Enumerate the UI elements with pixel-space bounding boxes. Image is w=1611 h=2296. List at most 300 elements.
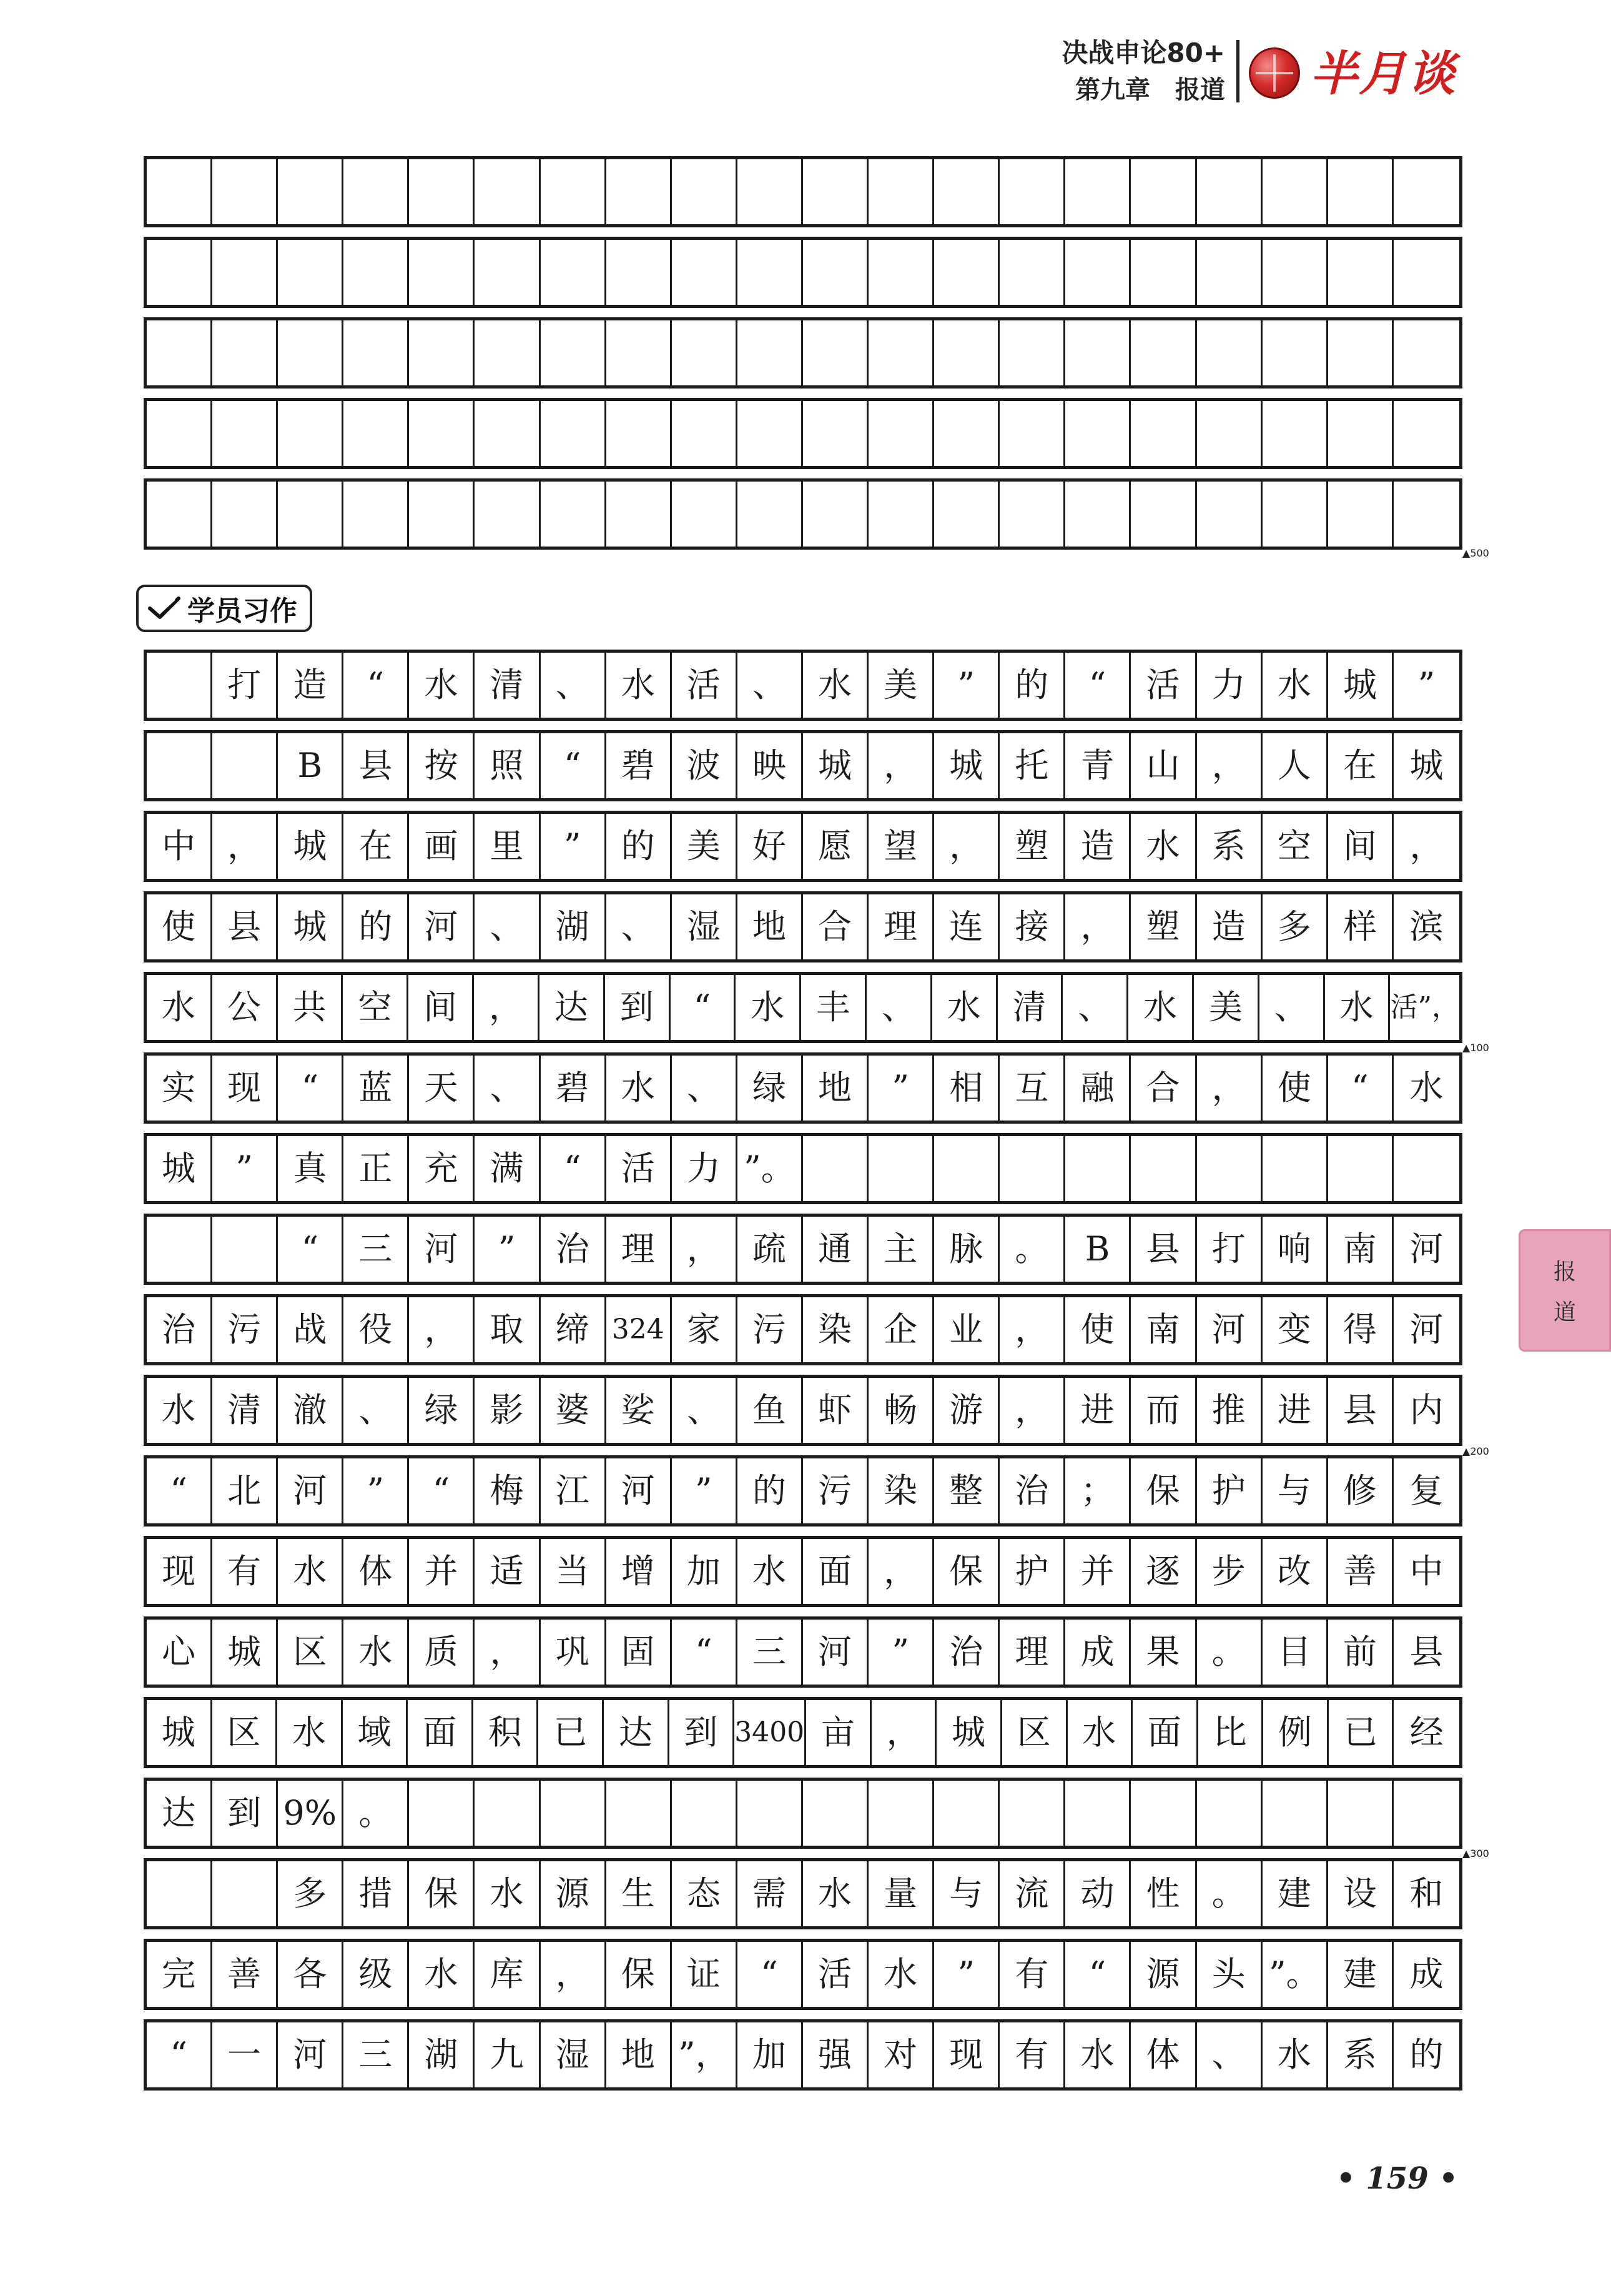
essay-cell: 体 [1131,2022,1196,2087]
essay-cell: 现 [934,2022,1000,2087]
essay-cell [409,1781,475,1846]
essay-cell: 造 [1065,814,1131,879]
essay-cell: 清 [998,975,1063,1040]
essay-cell: 河 [278,1458,343,1523]
essay-cell: “ [278,1056,343,1121]
essay-cell: 并 [1065,1539,1131,1604]
grid-cell [1394,159,1459,224]
essay-cell: 水 [475,1861,540,1926]
essay-cell: 空 [343,975,408,1040]
essay-cell: 体 [343,1539,409,1604]
essay-cell: ， [869,733,934,798]
essay-cell: 目 [1263,1620,1328,1685]
grid-cell [1000,482,1065,547]
essay-cell: 建 [1328,1942,1394,2007]
essay-cell: 进 [1065,1378,1131,1443]
essay-cell: 河 [606,1458,672,1523]
essay-cell: 影 [475,1378,540,1443]
essay-cell: ” [934,1942,1000,2007]
book-title: 决战申论80+ [1062,37,1225,68]
grid-cell [1000,401,1065,466]
essay-cell: “ [1065,1942,1131,2007]
essay-cell: 合 [1131,1056,1196,1121]
essay-cell [475,1781,540,1846]
essay-cell: 现 [212,1056,278,1121]
essay-row [144,1858,1462,1929]
grid-cell [672,401,737,466]
essay-cell: 复 [1409,1471,1444,1510]
essay-cell: 碧 [541,1056,606,1121]
essay-cell: 达 [539,975,605,1040]
essay-cell: 保 [606,1942,672,2007]
essay-cell: 水 [869,1942,934,2007]
essay-cell: ， [934,814,1000,879]
essay-cell [1197,1781,1263,1846]
essay-cell: 成 [1065,1620,1131,1685]
essay-cell: 一 [212,2022,278,2087]
essay-cell: 湖 [409,2022,475,2087]
essay-cell: 善 [1328,1539,1394,1604]
grid-row [144,478,1462,550]
grid-cell [803,320,869,385]
essay-cell: 已 [1329,1700,1394,1765]
essay-cell: 各 [278,1942,343,2007]
grid-cell [606,240,672,305]
essay-cell: 山 [1131,733,1196,798]
essay-cell: 。 [343,1781,409,1846]
essay-cell: ， [672,1217,737,1282]
essay-cell: 城 [278,814,343,879]
grid-cell [1328,320,1394,385]
essay-cell: 9% [278,1781,343,1846]
essay-cell: 使 [1263,1056,1328,1121]
essay-cell: 比 [1198,1700,1264,1765]
essay-cell: 并 [409,1539,475,1604]
essay-cell: 美 [869,653,934,718]
essay-cell: 托 [1000,733,1065,798]
grid-cell [869,401,934,466]
essay-cell: 面 [408,1700,473,1765]
word-count-marker-100: ▲100 [1462,1042,1489,1054]
essay-cell: “ [671,975,736,1040]
checkmark-icon [147,596,181,621]
essay-cell: 而 [1131,1378,1196,1443]
grid-cell [934,401,1000,466]
grid-cell [475,401,540,466]
grid-cell [1328,240,1394,305]
essay-cell: 画 [409,814,475,879]
grid-cell [1131,401,1196,466]
essay-cell: 通 [803,1217,869,1282]
grid-cell [737,240,803,305]
essay-cell: 三 [737,1620,803,1685]
essay-cell: “ [278,1217,343,1282]
essay-cell: “ [541,733,606,798]
essay-cell [1394,1136,1459,1201]
essay-cell: ” [1417,665,1436,705]
essay-cell [212,1861,278,1926]
grid-cell [803,401,869,466]
essay-cell: 好 [737,814,803,879]
essay-cell: “ [1328,1056,1394,1121]
essay-cell: 三 [343,2022,409,2087]
essay-cell: 理 [869,894,934,959]
essay-cell: 南 [1131,1297,1196,1362]
grid-cell [1197,401,1263,466]
essay-cell: 水 [803,653,869,718]
essay-cell: 步 [1197,1539,1263,1604]
essay-cell: 主 [869,1217,934,1282]
essay-cell: 造 [278,653,343,718]
essay-cell: 九 [475,2022,540,2087]
grid-cell [869,240,934,305]
essay-cell: 达 [604,1700,669,1765]
essay-cell: 力 [672,1136,737,1201]
essay-cell: 域 [343,1700,408,1765]
essay-cell: 城 [212,1620,278,1685]
essay-cell: 护 [1197,1458,1263,1523]
essay-cell: 内 [1409,1390,1444,1430]
essay-cell [934,1781,1000,1846]
essay-cell: 充 [409,1136,475,1201]
essay-cell: 清 [212,1378,278,1443]
essay-cell: 融 [1065,1056,1131,1121]
essay-cell: 丰 [801,975,867,1040]
essay-cell: 取 [475,1297,540,1362]
essay-cell: 加 [737,2022,803,2087]
essay-cell: 空 [1263,814,1328,879]
grid-cell [147,240,212,305]
essay-cell: 活 [1131,653,1196,718]
essay-cell [869,1781,934,1846]
grid-cell [934,240,1000,305]
essay-row [144,1214,1462,1285]
grid-cell [606,482,672,547]
grid-cell [541,159,606,224]
essay-row [144,1052,1462,1124]
essay-cell: “ [147,2022,212,2087]
essay-cell: 加 [672,1539,737,1604]
essay-cell: B [278,733,343,798]
essay-cell: 城 [147,1700,212,1765]
grid-cell [803,159,869,224]
essay-cell: 与 [1263,1458,1328,1523]
grid-cell [1131,240,1196,305]
essay-cell: “ [147,1458,212,1523]
grid-cell [409,240,475,305]
grid-cell [1394,401,1459,466]
essay-cell: 整 [934,1458,1000,1523]
essay-cell [803,1781,869,1846]
grid-cell [672,240,737,305]
essay-row [144,730,1462,801]
essay-cell: 城 [147,1136,212,1201]
essay-cell: 水 [736,975,801,1040]
essay-cell: 理 [606,1217,672,1282]
grid-cell [212,482,278,547]
essay-cell: 公 [212,975,278,1040]
brand-name: 半月谈 [1310,46,1456,101]
essay-cell: 成 [1409,1954,1444,1994]
essay-cell: 得 [1328,1297,1394,1362]
essay-cell: 质 [409,1620,475,1685]
essay-cell: “ [541,1136,606,1201]
grid-cell [1131,482,1196,547]
grid-cell [343,159,409,224]
essay-cell: 互 [1000,1056,1065,1121]
essay-cell: 望 [869,814,934,879]
grid-cell [409,482,475,547]
grid-cell [212,159,278,224]
essay-cell: 水 [343,1620,409,1685]
essay-cell: ， [1065,894,1131,959]
essay-cell: 、 [475,894,540,959]
essay-cell [1328,1781,1394,1846]
essay-cell: 县 [1328,1378,1394,1443]
essay-cell: 324 [606,1297,672,1362]
grid-cell [606,401,672,466]
essay-cell: 善 [212,1942,278,2007]
essay-cell: 地 [803,1056,869,1121]
essay-cell [737,1781,803,1846]
essay-cell: 水 [409,1942,475,2007]
grid-cell [409,401,475,466]
essay-row [144,2019,1462,2091]
essay-cell: 水 [409,653,475,718]
essay-cell: 波 [672,733,737,798]
brand-logo [1249,44,1480,104]
essay-cell: 适 [475,1539,540,1604]
essay-cell [803,1136,869,1201]
grid-cell [1328,401,1394,466]
grid-cell [475,240,540,305]
essay-cell: 的 [606,814,672,879]
essay-cell [1000,1136,1065,1201]
essay-cell: 面 [803,1539,869,1604]
essay-cell [934,1136,1000,1201]
essay-cell: 到 [212,1781,278,1846]
essay-row [144,1133,1462,1204]
essay-cell [1065,1781,1131,1846]
essay-cell: 水 [277,1700,343,1765]
essay-cell: 水 [803,1861,869,1926]
grid-cell [803,482,869,547]
essay-cell: 照 [475,733,540,798]
essay-cell: 碧 [606,733,672,798]
essay-cell: ， [474,975,539,1040]
essay-cell: 对 [869,2022,934,2087]
essay-cell: 、 [1259,975,1325,1040]
essay-cell: 正 [343,1136,409,1201]
essay-cell: ， [1000,1378,1065,1443]
essay-row [144,1455,1462,1527]
essay-cell: 保 [409,1861,475,1926]
essay-cell: ， [409,1297,475,1362]
grid-cell [1263,320,1328,385]
essay-cell: 系 [1328,2022,1394,2087]
grid-cell [1065,482,1131,547]
essay-cell: 河 [803,1620,869,1685]
essay-cell: 实 [147,1056,212,1121]
essay-row [144,891,1462,962]
essay-cell [212,733,278,798]
essay-cell: 现 [147,1539,212,1604]
grid-cell [1328,482,1394,547]
essay-cell: 、 [1063,975,1128,1040]
essay-cell: 染 [803,1297,869,1362]
page-number: • 159 • [1336,2161,1458,2196]
essay-cell: 青 [1065,733,1131,798]
essay-cell: 在 [1328,733,1394,798]
essay-cell: 合 [803,894,869,959]
grid-cell [1197,240,1263,305]
essay-cell: 使 [1065,1297,1131,1362]
essay-cell: 水 [1409,1068,1444,1107]
essay-cell: 畅 [869,1378,934,1443]
essay-cell: 源 [1131,1942,1196,2007]
word-count-marker-500: ▲500 [1462,547,1489,559]
grid-cell [541,320,606,385]
essay-cell: 相 [934,1056,1000,1121]
essay-cell: 需 [737,1861,803,1926]
essay-cell: ”， [672,2022,737,2087]
essay-cell: 巩 [541,1620,606,1685]
essay-cell: ， [1197,733,1263,798]
essay-cell: 设 [1328,1861,1394,1926]
essay-cell: 美 [1194,975,1259,1040]
essay-cell: ”。 [1263,1942,1328,2007]
essay-cell: 活”， [1390,991,1459,1023]
grid-cell [737,320,803,385]
essay-cell: 到 [669,1700,735,1765]
essay-cell: 城 [803,733,869,798]
essay-cell: 保 [1131,1458,1196,1523]
essay-cell: 映 [737,733,803,798]
essay-cell: 、 [475,1056,540,1121]
globe-icon [1249,47,1300,99]
essay-cell: 水 [606,1056,672,1121]
grid-cell [475,482,540,547]
essay-cell: 果 [1131,1620,1196,1685]
essay-cell: 响 [1263,1217,1328,1282]
grid-cell [606,159,672,224]
essay-cell: 与 [934,1861,1000,1926]
grid-cell [147,482,212,547]
essay-cell: 美 [672,814,737,879]
essay-cell: 水 [932,975,998,1040]
grid-cell [1000,159,1065,224]
essay-cell: 县 [1409,1632,1444,1671]
header-divider [1236,40,1239,102]
essay-cell: 连 [934,894,1000,959]
essay-cell: 的 [1000,653,1065,718]
essay-cell [1263,1781,1328,1846]
essay-cell: 污 [212,1297,278,1362]
essay-cell: 河 [409,894,475,959]
grid-cell [409,320,475,385]
grid-cell [475,159,540,224]
grid-cell [1065,401,1131,466]
essay-cell: 南 [1328,1217,1394,1282]
grid-cell [737,482,803,547]
essay-cell: 经 [1409,1713,1444,1752]
essay-cell: 绿 [737,1056,803,1121]
essay-cell: 接 [1000,894,1065,959]
essay-cell: 3400 [734,1700,806,1765]
essay-cell: 战 [278,1297,343,1362]
essay-cell: 达 [147,1781,212,1846]
grid-cell [1131,159,1196,224]
essay-cell: 中 [147,814,212,879]
grid-cell [343,482,409,547]
essay-cell: 愿 [803,814,869,879]
essay-cell: 水 [1131,814,1196,879]
essay-cell: 打 [1197,1217,1263,1282]
essay-cell: 游 [934,1378,1000,1443]
essay-cell: 、 [672,1056,737,1121]
essay-cell: 城 [278,894,343,959]
essay-cell: “ [672,1620,737,1685]
grid-cell [1328,159,1394,224]
essay-cell: 修 [1328,1458,1394,1523]
essay-cell: 有 [1000,2022,1065,2087]
grid-cell [1263,159,1328,224]
essay-cell: 级 [343,1942,409,2007]
side-tab-char: 报 [1553,1259,1576,1285]
essay-cell: 在 [343,814,409,879]
essay-cell: 治 [934,1620,1000,1685]
essay-cell: 积 [473,1700,539,1765]
essay-cell: 强 [803,2022,869,2087]
essay-cell: 治 [147,1297,212,1362]
essay-cell: ， [1000,1297,1065,1362]
essay-cell: 河 [1409,1310,1444,1349]
essay-cell: 活 [803,1942,869,2007]
essay-cell: 真 [278,1136,343,1201]
blank-writing-grid [144,156,1462,516]
grid-cell [212,320,278,385]
word-count-marker-200: ▲200 [1462,1445,1489,1457]
essay-cell: 活 [606,1136,672,1201]
essay-cell: 有 [212,1539,278,1604]
essay-cell: 间 [1328,814,1394,879]
essay-cell: 力 [1197,653,1263,718]
essay-cell: 打 [212,653,278,718]
essay-cell: “ [343,653,409,718]
grid-cell [1065,320,1131,385]
side-tab-char: 道 [1553,1300,1576,1325]
grid-cell [541,240,606,305]
essay-cell: 水 [1068,1700,1133,1765]
grid-cell [1000,240,1065,305]
essay-cell: 活 [672,653,737,718]
essay-cell [1328,1136,1394,1201]
essay-cell: 塑 [1131,894,1196,959]
essay-cell: 绿 [409,1378,475,1443]
essay-row [144,1697,1462,1768]
grid-cell [1197,320,1263,385]
grid-cell [278,482,343,547]
grid-cell [343,240,409,305]
essay-cell: ” [212,1136,278,1201]
essay-cell: 里 [475,814,540,879]
grid-cell [212,401,278,466]
essay-cell: 滨 [1409,907,1444,946]
essay-cell [147,653,212,718]
essay-cell: 水 [1128,975,1194,1040]
essay-cell: ， [1409,826,1444,866]
essay-cell: 区 [212,1700,278,1765]
